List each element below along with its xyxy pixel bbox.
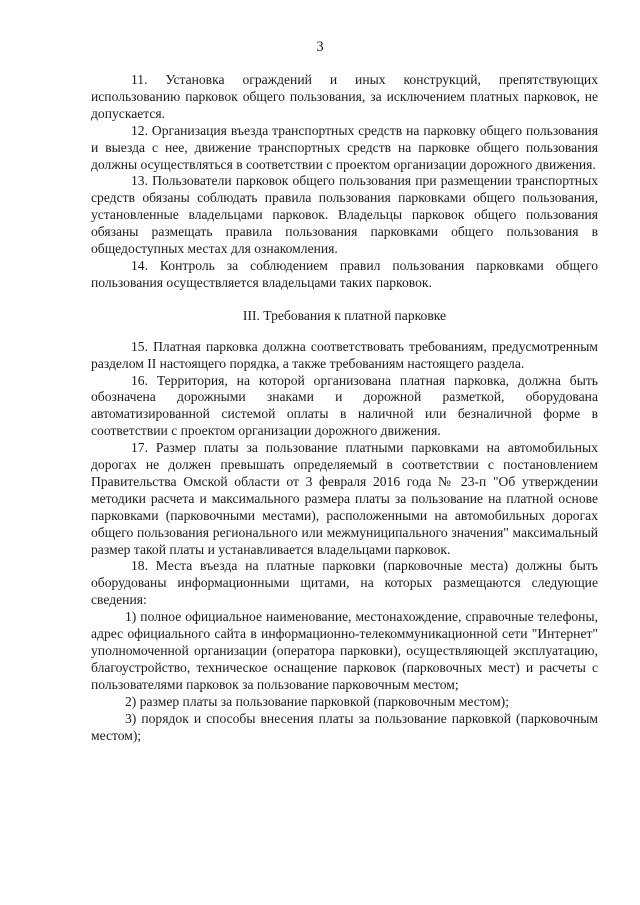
paragraph-17: 17. Размер платы за пользование платными парковками на автомобильных дорогах не должен превышать определяемый в соответствии с постановлением Правительства Омской области от 3 февраля 2016 года № 23-п "Об утверждении методики расчета и максимального размера платы за пользование на платной основе парковками (парковочными местами), расположенными на автомобильных дорогах общего пользования регионального или межмуниципального значения" максимальный размер такой платы и устанавливается владельцами парковок. <box>91 440 598 557</box>
paragraph-14: 14. Контроль за соблюдением правил пользования парковками общего пользования осуществляется владельцами таких парковок. <box>91 257 598 290</box>
paragraph-18: 18. Места въезда на платные парковки (парковочные места) должны быть оборудованы информационными щитами, на которых размещаются следующие сведения: <box>91 558 598 608</box>
section-heading: III. Требования к платной парковке <box>242 307 447 323</box>
paragraph-11: 11. Установка ограждений и иных конструкций, препятствующих использованию парковок общего пользования, за исключением платных парковок, не допускается. <box>91 72 598 121</box>
list-item-2: 2) размер платы за пользование парковкой (парковочным местом); <box>125 693 509 709</box>
paragraph-15: 15. Платная парковка должна соответствовать требованиям, предусмотренным разделом II настоящего порядка, а также требованиям настоящего раздела. <box>91 338 598 371</box>
list-item-1: 1) полное официальное наименование, местонахождение, справочные телефоны, адрес официального сайта в информационно-телекоммуникационной сети "Интернет" уполномоченной организации (оператора парковки), осуществляющей эксплуатацию, благоустройство, техническое оснащение парковок (парковочных мест) и расчеты с пользователями парковок за пользование парковочным местом; <box>91 609 598 692</box>
list-item-3: 3) порядок и способы внесения платы за пользование парковкой (парковочным местом); <box>91 710 598 743</box>
paragraph-16: 16. Территория, на которой организована платная парковка, должна быть обозначена дорожными знаками и дорожной разметкой, оборудована автоматизированной системой оплаты в наличной или безналичной форме в соответствии с проектом организации дорожного движения. <box>91 372 598 439</box>
paragraph-13: 13. Пользователи парковок общего пользования при размещении транспортных средств обязаны соблюдать правила пользования парковками общего пользования, установленные владельцами парковок. Владельцы парковок общего пользования обязаны размещать правила пользования парковками общего пользования в общедоступных местах для ознакомления. <box>91 173 598 257</box>
page-number: 3 <box>316 39 324 55</box>
paragraph-12: 12. Организация въезда транспортных средств на парковку общего пользования и выезда с нее, движение транспортных средств на парковке общего пользования должны осуществляться в соответствии с проектом организации дорожного движения. <box>91 122 598 172</box>
document-body <box>91 72 598 744</box>
